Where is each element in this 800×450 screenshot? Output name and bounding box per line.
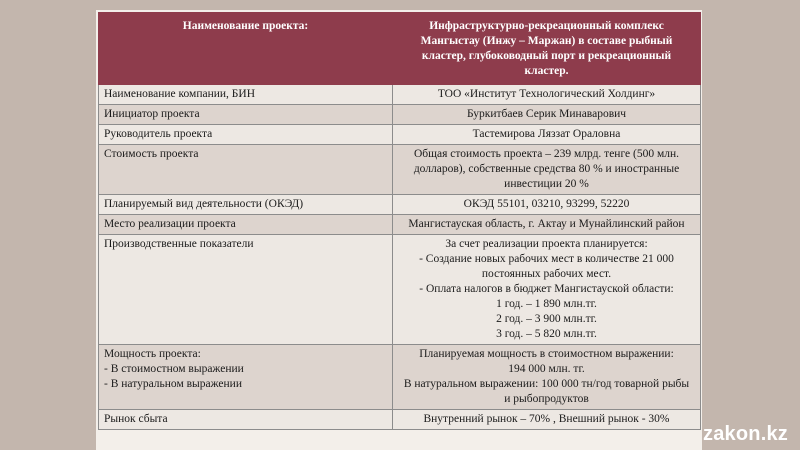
row-label-line: Инициатор проекта <box>104 108 200 120</box>
header-value-line: кластер. <box>524 65 569 77</box>
row-label <box>99 125 393 145</box>
row-label-line: Стоимость проекта <box>104 148 199 160</box>
row-label-line: Руководитель проекта <box>104 128 213 140</box>
row-value-line: ОКЭД 55101, 03210, 93299, 52220 <box>463 198 630 210</box>
row-value-line: долларов), собственные средства 80 % и иностранные <box>413 163 680 175</box>
row-value-line: ТОО «Институт Технологический Холдинг» <box>437 88 656 100</box>
table-row <box>99 85 701 105</box>
row-value-line: Мангистауская область, г. Актау и Мунайлинский район <box>408 218 685 230</box>
row-label <box>99 235 393 345</box>
row-value-line: В натуральном выражении: 100 000 тн/год товарной рыбы <box>403 378 690 390</box>
row-value <box>393 125 701 145</box>
row-value <box>393 195 701 215</box>
project-table <box>98 12 701 430</box>
table-row <box>99 195 701 215</box>
row-value-line: Планируемая мощность в стоимостном выражении: <box>419 348 674 360</box>
table-row <box>99 215 701 235</box>
row-value-line: 3 год. – 5 820 млн.тг. <box>496 328 597 340</box>
row-label <box>99 215 393 235</box>
row-value-line: 194 000 млн. тг. <box>508 363 585 375</box>
row-value-line: и рыбопродуктов <box>504 393 589 405</box>
row-label <box>99 410 393 430</box>
row-value <box>393 235 701 345</box>
header-label: Наименование проекта: <box>99 13 393 85</box>
row-value <box>393 345 701 410</box>
row-label-line: Наименование компании, БИН <box>104 88 256 100</box>
row-value-line: инвестиции 20 % <box>504 178 589 190</box>
row-label-line: Рынок сбыта <box>104 413 168 425</box>
header-value <box>393 13 701 85</box>
row-value <box>393 105 701 125</box>
row-value-line: Тастемирова Ляззат Ораловна <box>472 128 621 140</box>
table-row <box>99 145 701 195</box>
row-value <box>393 410 701 430</box>
row-label-line: - В стоимостном выражении <box>104 363 244 375</box>
watermark-logo: zakon.kz <box>703 423 788 445</box>
row-value <box>393 85 701 105</box>
row-value-line: постоянных рабочих мест. <box>481 268 612 280</box>
header-value-line: Инфраструктурно-рекреационный комплекс <box>429 20 664 32</box>
table-row <box>99 235 701 345</box>
table-row <box>99 345 701 410</box>
row-label <box>99 195 393 215</box>
row-value-line: 2 год. – 3 900 млн.тг. <box>496 313 597 325</box>
table-row <box>99 105 701 125</box>
row-label <box>99 85 393 105</box>
row-label-line: Производственные показатели <box>104 238 254 250</box>
row-value-line: За счет реализации проекта планируется: <box>445 238 648 250</box>
row-label-line: Планируемый вид деятельности (ОКЭД) <box>104 198 304 210</box>
row-value-line: Общая стоимость проекта – 239 млрд. тенге (500 млн. <box>414 148 679 160</box>
row-value-line: - Создание новых рабочих мест в количестве 21 000 <box>419 253 674 265</box>
table-header-row <box>99 13 701 85</box>
row-value-line: 1 год. – 1 890 млн.тг. <box>496 298 597 310</box>
row-label-line: - В натуральном выражении <box>104 378 242 390</box>
row-value <box>393 145 701 195</box>
row-label <box>99 105 393 125</box>
row-value-line: Буркитбаев Серик Минаварович <box>466 108 627 120</box>
row-value-line: - Оплата налогов в бюджет Мангистауской области: <box>419 283 674 295</box>
header-value-line: Мангыстау (Инжу – Маржан) в составе рыбный <box>420 35 673 47</box>
row-value-line: Внутренний рынок – 70% , Внешний рынок - 30% <box>423 413 670 425</box>
row-value <box>393 215 701 235</box>
table-row <box>99 125 701 145</box>
row-label-line: Мощность проекта: <box>104 348 201 360</box>
table-row <box>99 410 701 430</box>
row-label-line: Место реализации проекта <box>104 218 236 230</box>
row-label <box>99 145 393 195</box>
row-label <box>99 345 393 410</box>
header-value-line: кластер, глубоководный порт и рекреационный <box>421 50 672 62</box>
